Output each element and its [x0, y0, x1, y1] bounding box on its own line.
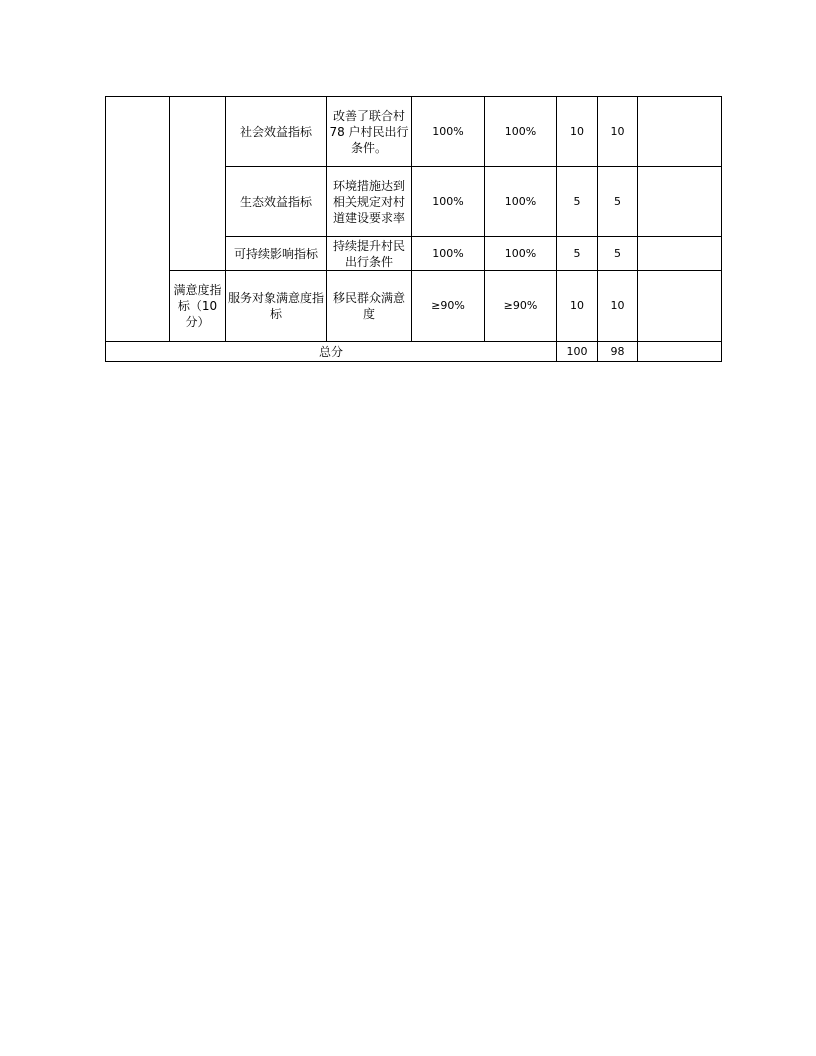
score-cell: 5 [598, 237, 638, 271]
note-cell [638, 271, 722, 342]
total-weight-cell: 100 [557, 342, 598, 362]
weight-cell: 10 [557, 97, 598, 167]
total-row [106, 342, 722, 362]
table-row [106, 271, 722, 342]
actual-value-cell: ≥90% [485, 271, 557, 342]
indicator-cell: 可持续影响指标 [226, 237, 327, 271]
indicator-cell: 社会效益指标 [226, 97, 327, 167]
target-value-cell: ≥90% [412, 271, 485, 342]
weight-cell: 5 [557, 167, 598, 237]
indicator-cell: 服务对象满意度指标 [226, 271, 327, 342]
total-note-cell [638, 342, 722, 362]
target-value-cell: 100% [412, 97, 485, 167]
level2-indicator-cell [170, 97, 226, 271]
actual-value-cell: 100% [485, 167, 557, 237]
content-cell: 改善了联合村 78 户村民出行条件。 [327, 97, 412, 167]
score-cell: 10 [598, 271, 638, 342]
weight-cell: 5 [557, 237, 598, 271]
actual-value-cell: 100% [485, 97, 557, 167]
content-cell: 移民群众满意度 [327, 271, 412, 342]
note-cell [638, 97, 722, 167]
category-cell: 满意度指标（10分） [170, 271, 226, 342]
performance-table [105, 96, 722, 362]
note-cell [638, 167, 722, 237]
actual-value-cell: 100% [485, 237, 557, 271]
target-value-cell: 100% [412, 167, 485, 237]
target-value-cell: 100% [412, 237, 485, 271]
level1-indicator-cell [106, 97, 170, 342]
content-cell: 持续提升村民出行条件 [327, 237, 412, 271]
table-row [106, 97, 722, 167]
score-cell: 10 [598, 97, 638, 167]
note-cell [638, 237, 722, 271]
total-label-cell: 总分 [106, 342, 557, 362]
content-cell: 环境措施达到相关规定对村道建设要求率 [327, 167, 412, 237]
weight-cell: 10 [557, 271, 598, 342]
indicator-cell: 生态效益指标 [226, 167, 327, 237]
score-cell: 5 [598, 167, 638, 237]
total-score-cell: 98 [598, 342, 638, 362]
